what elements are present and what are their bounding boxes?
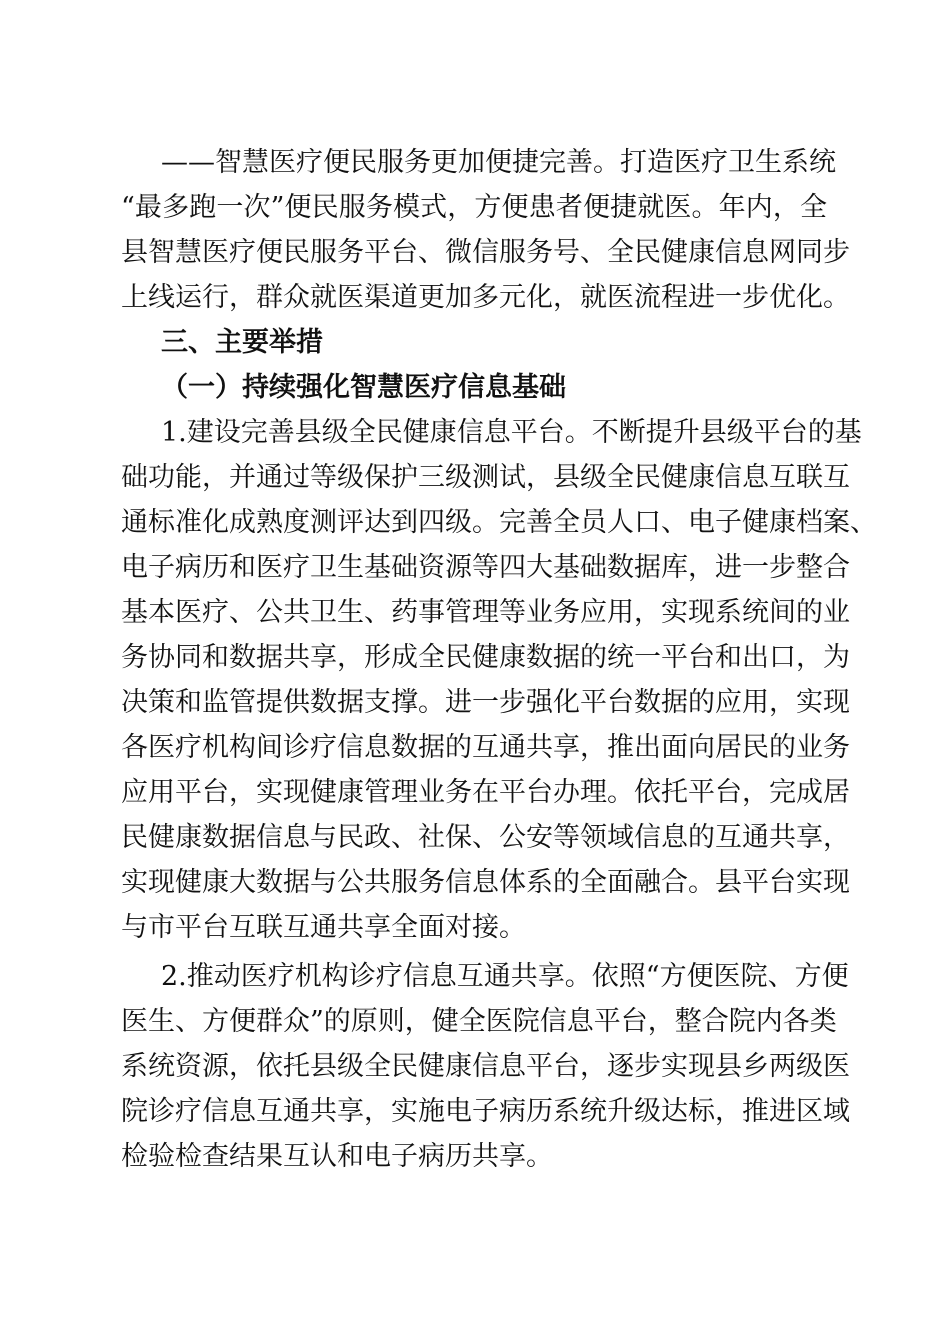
text-line: 实现健康大数据与公共服务信息体系的全面融合。县平台实现 — [121, 867, 850, 898]
text-line: 县智慧医疗便民服务平台、微信服务号、全民健康信息网同步 — [121, 237, 850, 268]
text-line: 系统资源，依托县级全民健康信息平台，逐步实现县乡两级医 — [121, 1051, 850, 1082]
text-line: 医生、方便群众”的原则，健全医院信息平台，整合院内各类 — [121, 1006, 837, 1037]
text-line: 决策和监管提供数据支撑。进一步强化平台数据的应用，实现 — [121, 687, 850, 718]
text-line: 电子病历和医疗卫生基础资源等四大基础数据库，进一步整合 — [121, 552, 850, 583]
text-line: 检验检查结果互认和电子病历共享。 — [121, 1141, 553, 1172]
text-line: 2.推动医疗机构诊疗信息互通共享。依照“方便医院、方便 — [161, 961, 849, 992]
subsection-heading: （一）持续强化智慧医疗信息基础 — [161, 372, 566, 403]
text-line: 务协同和数据共享，形成全民健康数据的统一平台和出口，为 — [121, 642, 850, 673]
text-line: 1.建设完善县级全民健康信息平台。不断提升县级平台的基 — [161, 417, 862, 448]
text-line: 各医疗机构间诊疗信息数据的互通共享，推出面向居民的业务 — [121, 732, 850, 763]
paragraph-item-1 — [121, 410, 877, 950]
text-line: 院诊疗信息互通共享，实施电子病历系统升级达标，推进区域 — [121, 1096, 850, 1127]
text-line: ——智慧医疗便民服务更加便捷完善。打造医疗卫生系统 — [161, 147, 836, 178]
section-heading: 三、主要举措 — [161, 327, 323, 358]
text-line: 与市平台互联互通共享全面对接。 — [121, 912, 526, 943]
document-body — [121, 140, 877, 1179]
paragraph-smart-medical — [121, 140, 850, 320]
text-line: 上线运行，群众就医渠道更加多元化，就医流程进一步优化。 — [121, 282, 850, 313]
text-line: 应用平台，实现健康管理业务在平台办理。依托平台，完成居 — [121, 777, 850, 808]
text-line: 基本医疗、公共卫生、药事管理等业务应用，实现系统间的业 — [121, 597, 850, 628]
text-line: 础功能，并通过等级保护三级测试，县级全民健康信息互联互 — [121, 462, 850, 493]
text-line: 通标准化成熟度测评达到四级。完善全员人口、电子健康档案、 — [121, 507, 877, 538]
text-line: 民健康数据信息与民政、社保、公安等领域信息的互通共享， — [121, 822, 850, 853]
text-line: “最多跑一次”便民服务模式，方便患者便捷就医。年内，全 — [121, 192, 827, 223]
paragraph-item-2 — [121, 954, 850, 1179]
